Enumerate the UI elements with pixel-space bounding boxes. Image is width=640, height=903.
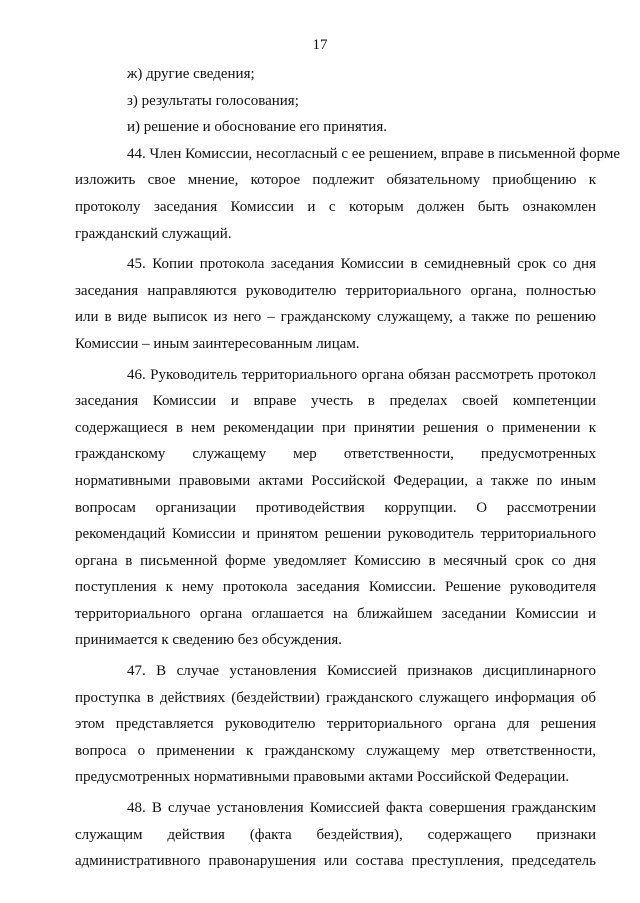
text-line: протоколу заседания Комиссии и с которым должен быть ознакомлен	[75, 198, 596, 215]
paragraph	[75, 251, 596, 357]
text-line: вопроса о применении к гражданскому служащему мер ответственности,	[75, 742, 596, 759]
document-body	[75, 61, 621, 875]
page-number: 17	[312, 37, 328, 53]
text-line: проступка в действиях (бездействии) гражданского служащего информация об	[75, 689, 596, 706]
paragraph	[75, 658, 596, 791]
text-line: 44. Член Комиссии, несогласный с ее решением, вправе в письменной форме	[127, 145, 621, 162]
text-line: принимается к сведению без обсуждения.	[75, 632, 343, 649]
paragraph	[75, 795, 596, 875]
text-line: органа в письменной форме уведомляет Комиссию в месячный срок со дня	[75, 552, 596, 569]
text-line: ж) другие сведения;	[127, 66, 255, 82]
text-line: нормативными правовыми актами Российской Федерации, а также по иным	[75, 472, 596, 489]
text-line: и) решение и обоснование его принятия.	[127, 119, 387, 136]
text-line: поступления к нему протокола заседания Комиссии. Решение руководителя	[75, 579, 596, 596]
paragraph	[75, 362, 596, 655]
text-line: 48. В случае установления Комиссией факта совершения гражданским	[127, 800, 596, 817]
text-line: изложить свое мнение, которое подлежит обязательному приобщению к	[75, 172, 596, 189]
text-line: административного правонарушения или состава преступления, председатель	[75, 853, 596, 870]
text-line: или в виде выписок из него – гражданскому служащему, а также по решению	[75, 309, 596, 326]
text-line: з) результаты голосования;	[127, 92, 299, 109]
paragraph	[75, 141, 621, 247]
text-line: заседания направляются руководителю территориального органа, полностью	[75, 282, 596, 299]
text-line: служащим действия (факта бездействия), содержащего признаки	[75, 826, 596, 843]
text-line: 47. В случае установления Комиссией признаков дисциплинарного	[127, 663, 596, 680]
text-line: Комиссии – иным заинтересованным лицам.	[75, 335, 360, 352]
text-line: 46. Руководитель территориального органа обязан рассмотреть протокол	[127, 366, 596, 383]
list-item	[75, 114, 596, 141]
text-line: содержащиеся в нем рекомендации при принятии решения о применении к	[75, 419, 596, 436]
text-line: 45. Копии протокола заседания Комиссии в семидневный срок со дня	[127, 256, 596, 273]
list-item	[75, 61, 596, 88]
text-line: заседания Комиссии и вправе учесть в пределах своей компетенции	[75, 393, 596, 410]
text-line: вопросам организации противодействия коррупции. О рассмотрении	[75, 499, 596, 516]
text-line: гражданский служащий.	[75, 225, 232, 242]
text-line: предусмотренных нормативными правовыми актами Российской Федерации.	[75, 769, 570, 786]
text-line: этом представляется руководителю территориального органа для решения	[75, 716, 596, 733]
text-line: рекомендаций Комиссии и принятом решении руководитель территориального	[75, 526, 596, 543]
text-line: территориального органа оглашается на ближайшем заседании Комиссии и	[75, 605, 596, 622]
text-line: гражданскому служащему мер ответственности, предусмотренных	[75, 446, 596, 463]
list-item	[75, 88, 596, 115]
